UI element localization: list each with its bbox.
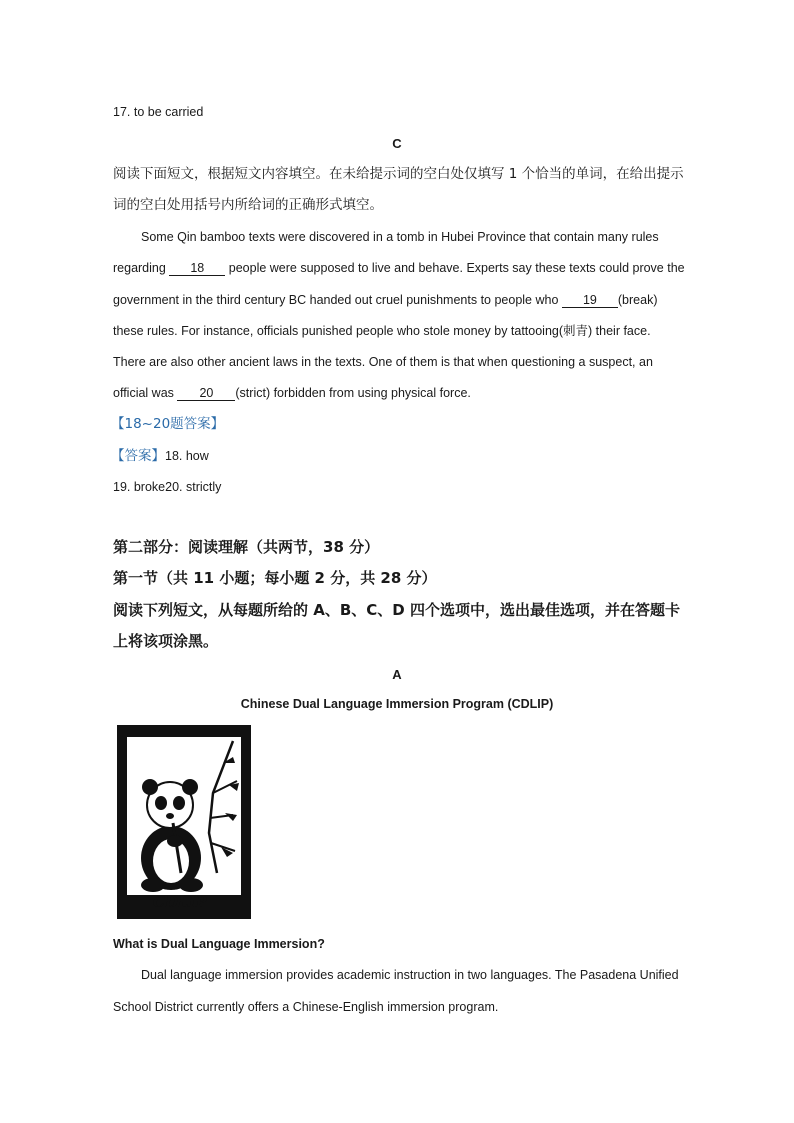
answer-18: 18. how xyxy=(165,449,209,463)
answer-17: 17. to be carried xyxy=(113,105,204,119)
part2-heading: 第二部分：阅读理解（共两节，38 分） xyxy=(113,538,380,556)
part2-subheading: 第一节（共 11 小题；每小题 2 分，共 28 分） xyxy=(113,569,437,587)
passage-text: government in the third century BC handed out cruel punishments to people who xyxy=(113,293,562,307)
answer-19-20: 19. broke20. strictly xyxy=(113,480,222,494)
section-c-instruction-line1: 阅读下面短文，根据短文内容填空。在未给提示词的空白处仅填写 1 个恰当的单词，在给出提示 xyxy=(113,166,684,182)
answer-line xyxy=(111,448,209,464)
passage-line6 xyxy=(113,385,471,401)
passage-text: regarding xyxy=(113,261,170,275)
question-heading: What is Dual Language Immersion? xyxy=(113,937,325,951)
passage-line4: these rules. For instance, officials punished people who stole money by tattooing(刺青) their face. xyxy=(113,324,651,338)
logo-text: CDLIP xyxy=(153,893,207,911)
passage-a-title: Chinese Dual Language Immersion Program (CDLIP) xyxy=(240,697,554,711)
passage-line3 xyxy=(113,292,657,308)
blank-18[interactable]: 18 xyxy=(169,261,225,276)
body-line2: School District currently offers a Chinese-English immersion program. xyxy=(113,1000,499,1014)
part2-instruction-line2: 上将该项涂黑。 xyxy=(113,632,219,650)
section-c-instruction-line2: 词的空白处用括号内所给词的正确形式填空。 xyxy=(113,197,383,213)
blank-20[interactable]: 20 xyxy=(177,386,235,401)
body-line1: Dual language immersion provides academic instruction in two languages. The Pasadena Unified xyxy=(141,968,679,982)
cdlip-panda-logo xyxy=(113,723,255,921)
passage-line5: There are also other ancient laws in the texts. One of them is that when questioning a suspect, an xyxy=(113,355,653,369)
passage-text: people were supposed to live and behave. Experts say these texts could prove the xyxy=(225,261,685,275)
part2-instruction-line1: 阅读下列短文，从每题所给的 A、B、C、D 四个选项中，选出最佳选项，并在答题卡 xyxy=(113,601,680,619)
answer-label: 【答案】 xyxy=(111,448,165,464)
passage-line1: Some Qin bamboo texts were discovered in a tomb in Hubei Province that contain many rules xyxy=(141,230,659,244)
passage-text: official was xyxy=(113,386,178,400)
passage-a-letter: A xyxy=(392,667,402,682)
passage-line2 xyxy=(113,260,685,276)
passage-text: (strict) forbidden from using physical force. xyxy=(235,386,471,400)
answer-header: 【18~20题答案】 xyxy=(111,416,225,432)
passage-text: (break) xyxy=(617,293,658,307)
section-c-letter: C xyxy=(392,136,402,151)
blank-19[interactable]: 19 xyxy=(562,293,618,308)
